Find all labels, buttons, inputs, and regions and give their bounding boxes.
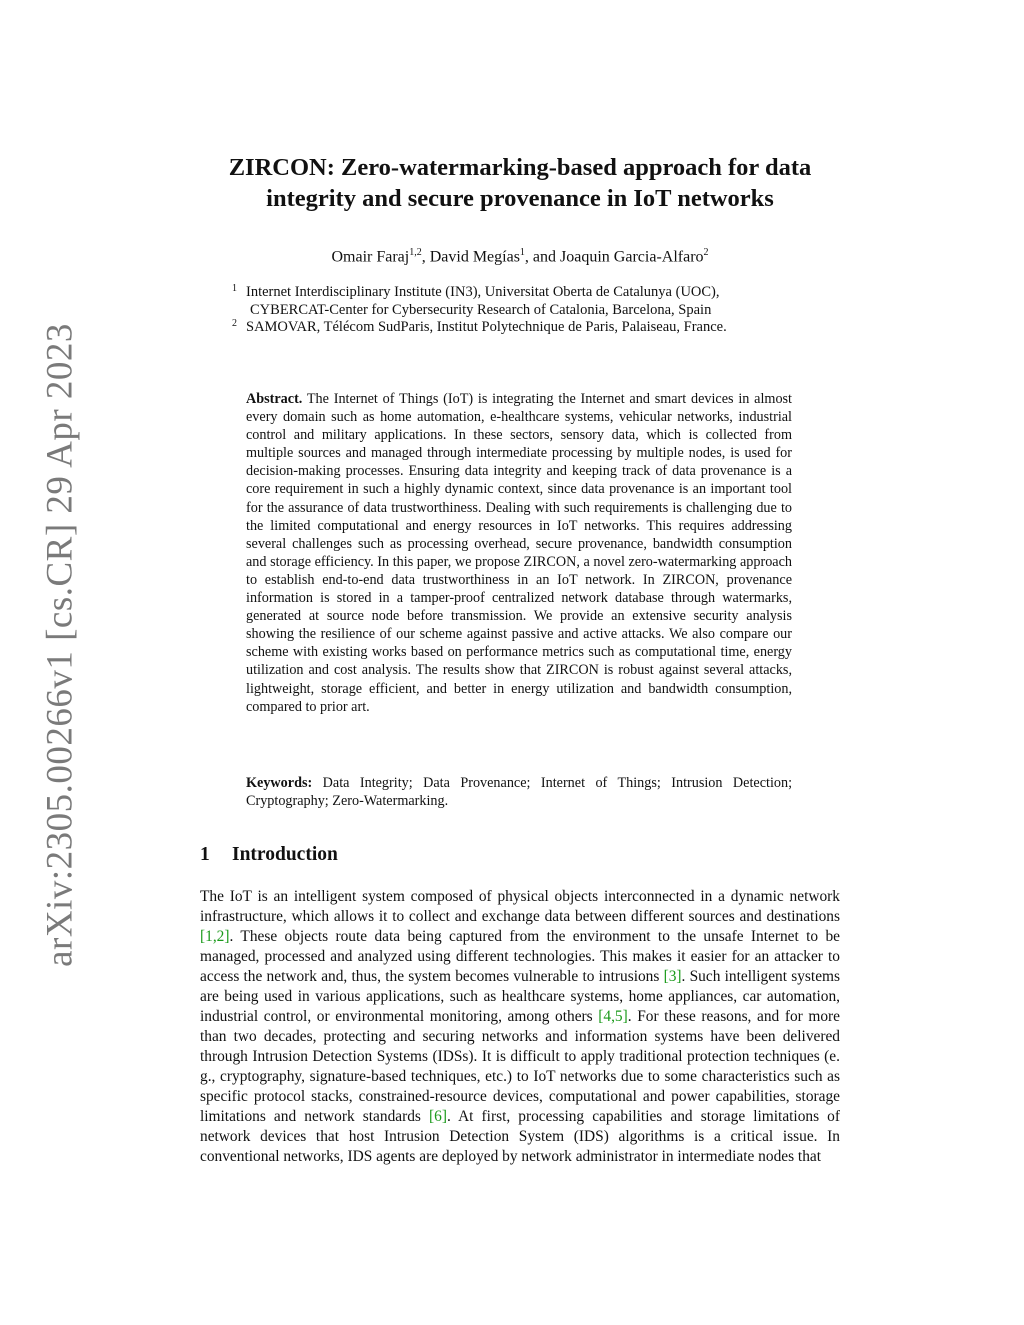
introduction-paragraph	[200, 887, 840, 1167]
title-line-1: ZIRCON: Zero-watermarking-based approach for data	[228, 154, 812, 181]
author-name: David Megías	[429, 248, 520, 266]
citation-link[interactable]: [6]	[429, 1108, 447, 1125]
author-list	[200, 247, 840, 266]
abstract-text: The Internet of Things (IoT) is integrating the Internet and smart devices in almost every domain such as home automation, e-healthcare systems, vehicular networks, industrial control and military applications. In these sectors, sensory data, which is collected from multiple sources and managed through intermediate processing by multiple nodes, is used for decision-making processes. Ensuring data integrity and keeping track of data provenance is a core requirement in such a highly dynamic context, since data provenance is an important tool for the assurance of data trustworthiness. Dealing with such requirements is challenging due to the limited computational and energy resources in IoT networks. This requires addressing several challenges such as processing overhead, secure provenance, bandwidth consumption and storage efficiency. In this paper, we propose ZIRCON, a novel zero-watermarking approach to establish end-to-end data trustworthiness in an IoT network. In ZIRCON, provenance information is stored in a tamper-proof centralized network database through watermarks, generated at source node before transmission. We provide an extensive security analysis showing the resilience of our scheme against passive and active attacks. We also compare our scheme with existing works based on performance metrics such as computational time, energy utilization and cost analysis. The results show that ZIRCON is robust against several attacks, lightweight, storage efficient, and better in energy utilization and bandwidth consumption, compared to prior art.	[246, 391, 792, 715]
affiliation-line: CYBERCAT-Center for Cybersecurity Research of Catalonia, Barcelona, Spain	[250, 301, 712, 318]
author-name: Joaquin Garcia-Alfaro	[560, 248, 704, 266]
affiliation-mark: 2	[232, 318, 237, 329]
citation-link[interactable]: [4,5]	[598, 1008, 628, 1025]
body-text-run: . At first, processing capabilities and storage limitations of network devices that host Intrusion Detection System (IDS) algorithms is a critical issue. In conventional networks, IDS agents are deployed by network administrator in intermediate nodes that	[200, 1108, 841, 1165]
keywords	[246, 774, 792, 810]
affiliation-1	[232, 284, 727, 319]
body-text-run: . For these reasons, and for more than two decades, protecting and securing networks and information systems have been delivered through Intrusion Detection Systems (IDSs). It is difficult to apply traditional protection techniques (e. g., cryptography, signature-based techniques, etc.) to IoT networks due to some characteristics such as specific protocol stacks, constrained-resource devices, computational and power capabilities, storage limitations and network standards	[200, 1008, 840, 1125]
author-separator: ,	[421, 248, 430, 266]
paper-title	[200, 152, 840, 214]
citation-link[interactable]: [3]	[663, 968, 682, 985]
author-affil-mark: 1,2	[409, 247, 422, 258]
title-line-2: integrity and secure provenance in IoT networks	[266, 185, 774, 212]
affiliations	[232, 284, 727, 337]
body-text-run: . Such intelligent systems are being used in various applications, such as healthcare systems, home appliances, car automation, industrial control, or environmental monitoring, among others	[200, 968, 840, 1025]
affiliation-mark: 1	[232, 283, 237, 294]
author-affil-mark: 2	[703, 247, 709, 258]
affiliation-line: SAMOVAR, Télécom SudParis, Institut Polytechnique de Paris, Palaiseau, France.	[246, 319, 727, 335]
abstract	[246, 390, 792, 716]
section-number: 1	[200, 844, 210, 865]
affiliation-line: Internet Interdisciplinary Institute (IN3), Universitat Oberta de Catalunya (UOC),	[246, 284, 720, 300]
arxiv-stamp[interactable]: arXiv:2305.00266v1 [cs.CR] 29 Apr 2023	[39, 323, 81, 967]
abstract-label: Abstract.	[246, 391, 303, 407]
section-title: Introduction	[232, 844, 338, 865]
citation-link[interactable]: [1,2]	[200, 928, 230, 945]
author-name: Omair Faraj	[331, 248, 410, 266]
author-separator: , and	[524, 248, 561, 266]
keywords-text: Data Integrity; Data Provenance; Internet of Things; Intrusion Detection; Cryptography; Zero-Watermarking.	[246, 775, 793, 810]
body-text-run: . These objects route data being captured from the environment to the unsafe Internet to be managed, processed and analyzed using different technologies. This makes it easier for an attacker to access the network and, thus, the system becomes vulnerable to intrusions	[200, 928, 840, 985]
author-affil-mark: 1	[519, 247, 525, 258]
affiliation-2	[232, 319, 727, 337]
keywords-label: Keywords:	[246, 775, 313, 791]
body-text-run: The IoT is an intelligent system composed of physical objects interconnected in a dynamic network infrastructure, which allows it to collect and exchange data between different sources and destinations	[200, 888, 840, 925]
section-heading	[200, 844, 338, 866]
